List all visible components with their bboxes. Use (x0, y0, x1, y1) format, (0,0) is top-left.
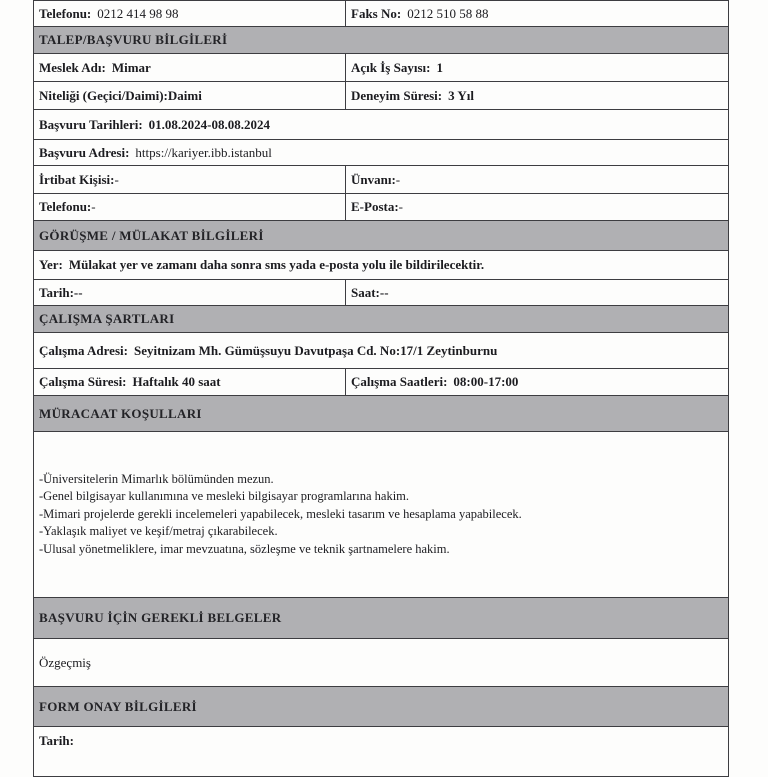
yer-label: Yer: (39, 257, 63, 272)
telefonu-value: 0212 414 98 98 (97, 5, 179, 21)
calisma-adresi-label: Çalışma Adresi: (39, 342, 128, 358)
cell-nitelik (34, 82, 346, 110)
basvuru-tarihleri-label: Başvuru Tarihleri: (39, 116, 143, 132)
scanned-form-page (33, 0, 730, 777)
basvuru-adresi-value: https://kariyer.ibb.istanbul (135, 144, 272, 160)
row-meslek (34, 54, 729, 82)
mulakat-tarih-value: -- (73, 284, 83, 300)
row-nitelik (34, 82, 729, 110)
meslek-value: Mimar (111, 59, 151, 75)
row-telefon-eposta (34, 194, 729, 221)
calisma-saatleri-label: Çalışma Saatleri: (351, 374, 448, 389)
cell-eposta (346, 194, 729, 221)
row-section-form-onay (34, 687, 729, 727)
meslek-label: Meslek Adı: (39, 59, 106, 75)
row-section-calisma (34, 306, 729, 333)
cell-irtibat (34, 166, 346, 194)
section-header-talep-basvuru: TALEP/BAŞVURU BİLGİLERİ (34, 27, 729, 54)
cell-calisma-saatleri (346, 369, 729, 396)
row-section-muracaat (34, 396, 729, 432)
faks-label: Faks No: (351, 5, 402, 21)
row-tarih-saat (34, 280, 729, 306)
cell-meslek-adi (34, 54, 346, 82)
requirement-item: -Üniversitelerin Mimarlık bölümünden mezun. (39, 471, 274, 486)
irtibat-value: - (114, 171, 119, 187)
requirement-item: -Genel bilgisayar kullanımına ve mesleki bilgisayar programlarına hakim. (39, 489, 410, 504)
cell-calisma-adresi (34, 333, 729, 369)
nitelik-label: Niteliği (Geçici/Daimi): (39, 87, 168, 103)
section-header-muracaat-kosullari: MÜRACAAT KOŞULLARI (34, 396, 729, 432)
calisma-saatleri-value: 08:00-17:00 (453, 374, 519, 389)
row-basvuru-adresi (34, 140, 729, 166)
irtibat-label: İrtibat Kişisi: (39, 171, 115, 187)
cell-yer (34, 251, 729, 280)
cell-basvuru-adresi (34, 140, 729, 166)
cell-onay-tarih (34, 727, 729, 777)
requirement-item: -Mimari projelerde gerekli incelemeleri yapabilecek, mesleki tasarım ve hesaplama yapabilecek. (39, 506, 522, 521)
row-irtibat (34, 166, 729, 194)
mulakat-tarih-label: Tarih: (39, 284, 74, 300)
mulakat-saat-value: -- (379, 284, 389, 300)
cell-unvan (346, 166, 729, 194)
acik-is-label: Açık İş Sayısı: (351, 59, 431, 75)
acik-is-value: 1 (436, 59, 443, 75)
requirement-item: -Yaklaşık maliyet ve keşif/metraj çıkarabilecek. (39, 524, 278, 539)
cell-calisma-suresi (34, 369, 346, 396)
cell-telefon2 (34, 194, 346, 221)
cell-telefonu (34, 1, 346, 27)
row-contact-phone-fax (34, 1, 729, 27)
telefonu-label: Telefonu: (39, 5, 92, 21)
section-header-form-onay: FORM ONAY BİLGİLERİ (34, 687, 729, 727)
unvan-value: - (395, 171, 401, 187)
eposta-value: - (398, 199, 404, 214)
row-basvuru-tarihleri (34, 110, 729, 140)
row-section-talep (34, 27, 729, 54)
cell-mulakat-saat (346, 280, 729, 306)
row-section-belgeler (34, 598, 729, 639)
section-header-gerekli-belgeler: BAŞVURU İÇİN GEREKLİ BELGELER (34, 598, 729, 639)
onay-tarih-label: Tarih: (39, 733, 74, 748)
deneyim-value: 3 Yıl (448, 87, 475, 103)
cell-deneyim (346, 82, 729, 110)
calisma-adresi-value: Seyitnizam Mh. Gümüşsuyu Davutpaşa Cd. No:17/1 Zeytinburnu (133, 342, 498, 358)
job-posting-form-table (33, 0, 729, 777)
calisma-suresi-value: Haftalık 40 saat (132, 374, 221, 389)
row-onay-tarih (34, 727, 729, 777)
basvuru-tarihleri-value: 01.08.2024-08.08.2024 (148, 116, 271, 132)
eposta-label: E-Posta: (351, 199, 399, 214)
mulakat-saat-label: Saat: (351, 284, 380, 300)
nitelik-value: Daimi (167, 87, 202, 103)
section-header-calisma-sartlari: ÇALIŞMA ŞARTLARI (34, 306, 729, 333)
row-yer (34, 251, 729, 280)
cell-acik-is (346, 54, 729, 82)
telefon2-value: - (91, 199, 96, 214)
telefon2-label: Telefonu: (39, 199, 92, 214)
calisma-suresi-label: Çalışma Süresi: (39, 374, 127, 389)
cell-mulakat-tarih (34, 280, 346, 306)
cell-muracaat-requirements (34, 432, 729, 598)
deneyim-label: Deneyim Süresi: (351, 87, 443, 103)
section-header-gorusme-mulakat: GÖRÜŞME / MÜLAKAT BİLGİLERİ (34, 221, 729, 251)
cell-ozgecmis: Özgeçmiş (34, 639, 729, 687)
row-section-gorusme (34, 221, 729, 251)
yer-value: Mülakat yer ve zamanı daha sonra sms yada e-posta yolu ile bildirilecektir. (68, 257, 485, 272)
basvuru-adresi-label: Başvuru Adresi: (39, 144, 130, 160)
cell-basvuru-tarihleri (34, 110, 729, 140)
row-calisma-adresi (34, 333, 729, 369)
unvan-label: Ünvanı: (351, 171, 396, 187)
row-muracaat-content (34, 432, 729, 598)
row-calisma-sure-saat (34, 369, 729, 396)
row-ozgecmis (34, 639, 729, 687)
cell-faks (346, 1, 729, 27)
requirement-item: -Ulusal yönetmeliklere, imar mevzuatına, sözleşme ve teknik şartnamelere hakim. (39, 541, 450, 556)
faks-value: 0212 510 58 88 (407, 5, 489, 21)
